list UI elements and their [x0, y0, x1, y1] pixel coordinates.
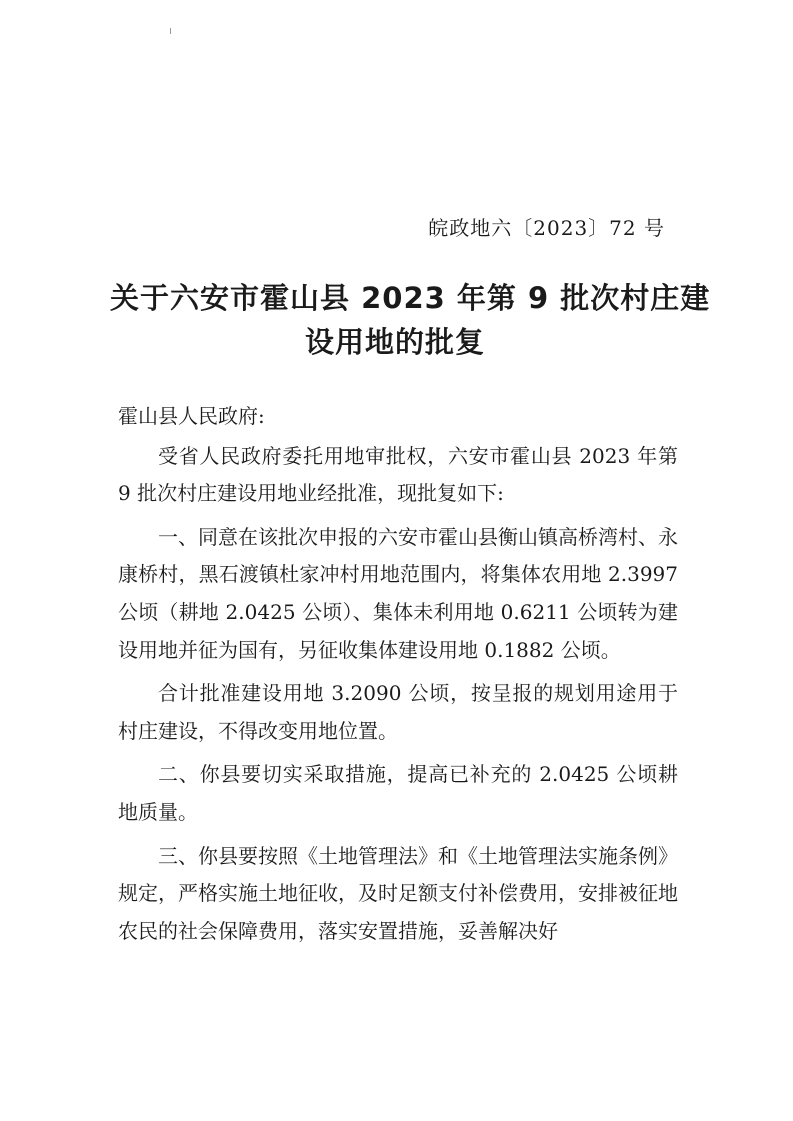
title-line-1: 关于六安市霍山县 2023 年第 9 批次村庄建 — [110, 281, 711, 315]
paragraph-item-2: 二、你县要切实采取措施，提高已补充的 2.0425 公顷耕地质量。 — [118, 762, 678, 824]
paragraph-intro: 受省人民政府委托用地审批权，六安市霍山县 2023 年第 9 批次村庄建设用地业经批准，现批复如下: — [118, 443, 678, 506]
paragraph-total: 合计批准建设用地 3.2090 公顷，按呈报的规划用途用于村庄建设，不得改变用地位置。 — [118, 681, 678, 743]
paragraph-item-1: 一、同意在该批次申报的六安市霍山县衡山镇高桥湾村、永康桥村，黑石渡镇杜家冲村用地范围内，将集体农用地 2.3997 公顷（耕地 2.0425 公顷）、集体未利用地 0.6211 公顷转为建设用地并征为国有，另征收集体建设用地 0.1882 公顷。 — [118, 524, 678, 662]
document-title — [110, 276, 711, 364]
salutation: 霍山县人民政府: — [118, 404, 265, 428]
title-line-2: 设用地的批复 — [304, 325, 485, 359]
scan-mark — [170, 28, 171, 34]
document-number: 皖政地六〔2023〕72 号 — [428, 216, 665, 240]
paragraph-item-3: 三、你县要按照《土地管理法》和《土地管理法实施条例》规定，严格实施土地征收，及时足额支付补偿费用，安排被征地农民的社会保障费用，落实安置措施，妥善解决好 — [118, 843, 678, 943]
document-body — [118, 398, 678, 950]
